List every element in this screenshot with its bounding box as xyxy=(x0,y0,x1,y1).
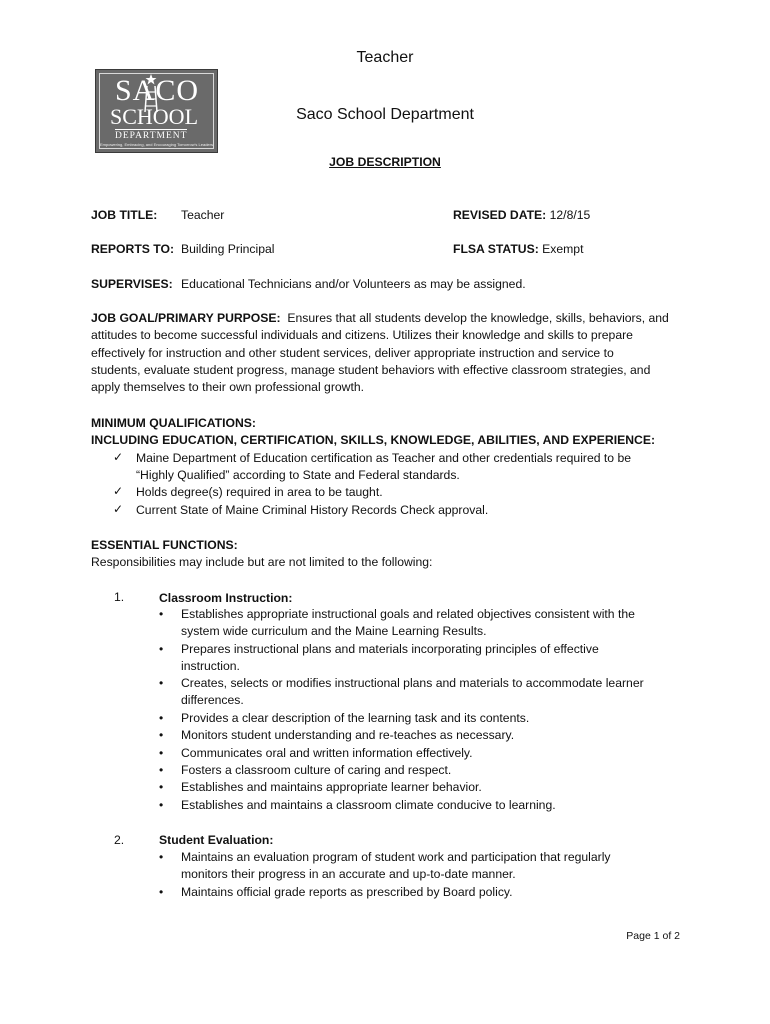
qualification-item: Holds degree(s) required in area to be taught. xyxy=(136,485,383,499)
checkmark-icon: ✓ xyxy=(113,484,124,498)
bullet-text: Fosters a classroom culture of caring and respect. xyxy=(181,763,452,777)
job-goal-text: Ensures that all students develop the knowledge, skills, behaviors, and xyxy=(287,311,669,325)
qualifications-subheading: INCLUDING EDUCATION, CERTIFICATION, SKILLS, KNOWLEDGE, ABILITIES, AND EXPERIENCE: xyxy=(91,433,656,447)
bullet-icon: • xyxy=(159,798,164,812)
bullet-icon: • xyxy=(159,676,164,690)
job-title-label: JOB TITLE: xyxy=(91,208,158,222)
bullet-icon: • xyxy=(159,642,164,656)
flsa-status-label: FLSA STATUS: xyxy=(453,242,539,256)
reports-to-value: Building Principal xyxy=(181,242,275,256)
bullet-icon: • xyxy=(159,885,164,899)
bullet-text: Provides a clear description of the learning task and its contents. xyxy=(181,711,530,725)
job-goal-text: attitudes to become successful individuals and citizens. Utilizes their knowledge and skills to prepare xyxy=(91,328,633,343)
supervises-label: SUPERVISES: xyxy=(91,277,173,291)
bullet-icon: • xyxy=(159,850,164,864)
job-goal-line xyxy=(91,310,691,327)
bullet-text: Maintains official grade reports as prescribed by Board policy. xyxy=(181,885,513,899)
job-title-value: Teacher xyxy=(181,208,225,222)
flsa-status-field xyxy=(453,241,583,257)
section-number: 1. xyxy=(114,590,125,604)
qualification-item: Maine Department of Education certification as Teacher and other credentials required to be xyxy=(136,451,632,465)
job-goal-section xyxy=(91,310,691,396)
job-goal-text: effectively for instruction and other student services, deliver appropriate instruction and service to xyxy=(91,345,614,360)
bullet-text: Communicates oral and written information effectively. xyxy=(181,746,473,760)
bullet-text: Prepares instructional plans and materials incorporating principles of effective xyxy=(181,642,599,656)
revised-date-field xyxy=(453,207,590,223)
bullet-text: monitors their progress in an accurate and up-to-date manner. xyxy=(181,867,516,881)
logo-tagline: Empowering, Embracing, and Encouraging Tomorrow's Leaders xyxy=(100,142,213,147)
bullet-icon: • xyxy=(159,711,164,725)
page-number: Page 1 of 2 xyxy=(626,930,680,942)
bullet-text: Maintains an evaluation program of student work and participation that regularly xyxy=(181,850,611,864)
checkmark-icon: ✓ xyxy=(113,450,124,464)
section-title: Student Evaluation: xyxy=(159,833,274,847)
supervises-value: Educational Technicians and/or Volunteers as may be assigned. xyxy=(181,277,526,291)
bullet-text: Establishes and maintains a classroom climate conducive to learning. xyxy=(181,798,556,812)
bullet-text: system wide curriculum and the Maine Learning Results. xyxy=(181,624,487,638)
bullet-icon: • xyxy=(159,780,164,794)
logo-line-department: DEPARTMENT xyxy=(115,131,188,141)
essential-functions-heading: ESSENTIAL FUNCTIONS: xyxy=(91,538,238,552)
qualification-item: “Highly Qualified” according to State and Federal standards. xyxy=(136,468,460,482)
job-goal-label: JOB GOAL/PRIMARY PURPOSE: xyxy=(91,311,281,325)
logo-line-school: SCHOOL xyxy=(110,104,199,129)
bullet-text: instruction. xyxy=(181,659,240,673)
bullet-text: Establishes appropriate instructional goals and related objectives consistent with the xyxy=(181,607,635,621)
bullet-icon: • xyxy=(159,728,164,742)
qualifications-heading: MINIMUM QUALIFICATIONS: xyxy=(91,416,256,430)
bullet-text: Creates, selects or modifies instructional plans and materials to accommodate learner xyxy=(181,676,644,690)
section-title: Classroom Instruction: xyxy=(159,591,293,605)
section-number: 2. xyxy=(114,833,125,847)
organization-name: Saco School Department xyxy=(296,106,474,123)
flsa-status-value: Exempt xyxy=(542,242,584,256)
essential-functions-intro: Responsibilities may include but are not limited to the following: xyxy=(91,555,433,569)
revised-date-label: REVISED DATE: xyxy=(453,208,547,222)
job-goal-text: apply themselves to their own professional growth. xyxy=(91,380,365,395)
bullet-text: Establishes and maintains appropriate learner behavior. xyxy=(181,780,482,794)
document-title: Teacher xyxy=(356,49,414,66)
bullet-text: Monitors student understanding and re-teaches as necessary. xyxy=(181,728,515,742)
logo-line-saco: SACO xyxy=(115,74,200,107)
reports-to-label: REPORTS TO: xyxy=(91,242,175,256)
job-description-heading: JOB DESCRIPTION xyxy=(329,155,441,169)
bullet-icon: • xyxy=(159,607,164,621)
bullet-icon: • xyxy=(159,746,164,760)
job-goal-text: students, evaluate student progress, manage student behaviors with effective classroom strategies, and xyxy=(91,362,651,377)
checkmark-icon: ✓ xyxy=(113,502,124,516)
revised-date-value: 12/8/15 xyxy=(549,208,591,222)
bullet-text: differences. xyxy=(181,693,244,707)
qualification-item: Current State of Maine Criminal History Records Check approval. xyxy=(136,503,489,517)
bullet-icon: • xyxy=(159,763,164,777)
